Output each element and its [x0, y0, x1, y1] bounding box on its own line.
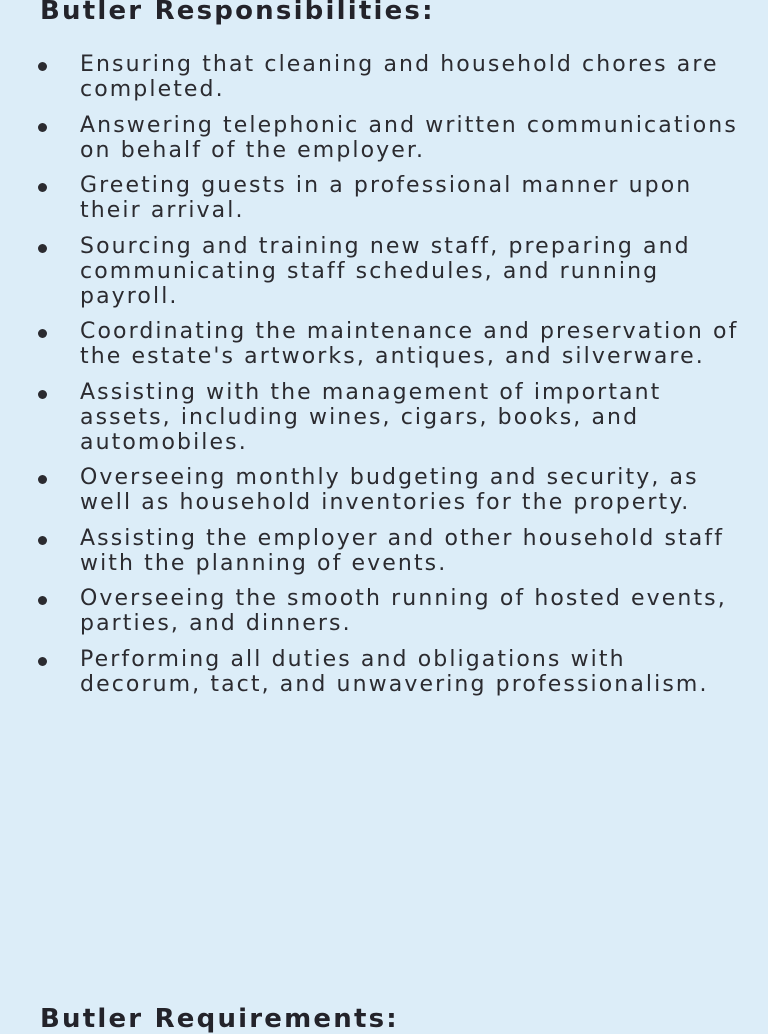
list-item — [0, 465, 768, 515]
list-item — [0, 586, 768, 636]
list-item-text: Assisting with the management of important assets, including wines, cigars, books, and automobiles. — [80, 379, 662, 455]
bullet-icon — [38, 183, 47, 192]
list-item-text: Performing all duties and obligations with decorum, tact, and unwavering professionalism. — [80, 646, 709, 697]
bullet-icon — [38, 244, 47, 253]
list-item-text: Assisting the employer and other household staff with the planning of events. — [80, 525, 725, 576]
list-item-text: Overseeing monthly budgeting and security, as well as household inventories for the property. — [80, 465, 699, 515]
bullet-icon — [38, 123, 47, 132]
bullet-icon — [38, 390, 47, 399]
list-item — [0, 647, 768, 697]
list-item — [0, 234, 768, 309]
responsibilities-list — [0, 52, 768, 707]
list-item — [0, 526, 768, 576]
list-item — [0, 113, 768, 163]
bullet-icon — [38, 62, 47, 71]
bullet-icon — [38, 536, 47, 545]
list-item-text: Answering telephonic and written communications on behalf of the employer. — [80, 112, 738, 163]
list-item-text: Coordinating the maintenance and preservation of the estate's artworks, antiques, and silverware. — [80, 319, 739, 369]
requirements-heading: Butler Requirements: — [40, 1004, 399, 1034]
bullet-icon — [38, 329, 47, 338]
list-item — [0, 319, 768, 369]
list-item — [0, 380, 768, 455]
list-item — [0, 173, 768, 223]
list-item-text: Overseeing the smooth running of hosted events, parties, and dinners. — [80, 586, 727, 636]
list-item-text: Ensuring that cleaning and household chores are completed. — [80, 52, 719, 102]
list-item — [0, 52, 768, 102]
list-item-text: Sourcing and training new staff, preparing and communicating staff schedules, and running payroll. — [80, 233, 691, 309]
responsibilities-heading: Butler Responsibilities: — [40, 0, 435, 26]
list-item-text: Greeting guests in a professional manner upon their arrival. — [80, 173, 693, 223]
bullet-icon — [38, 657, 47, 666]
bullet-icon — [38, 596, 47, 605]
bullet-icon — [38, 475, 47, 484]
